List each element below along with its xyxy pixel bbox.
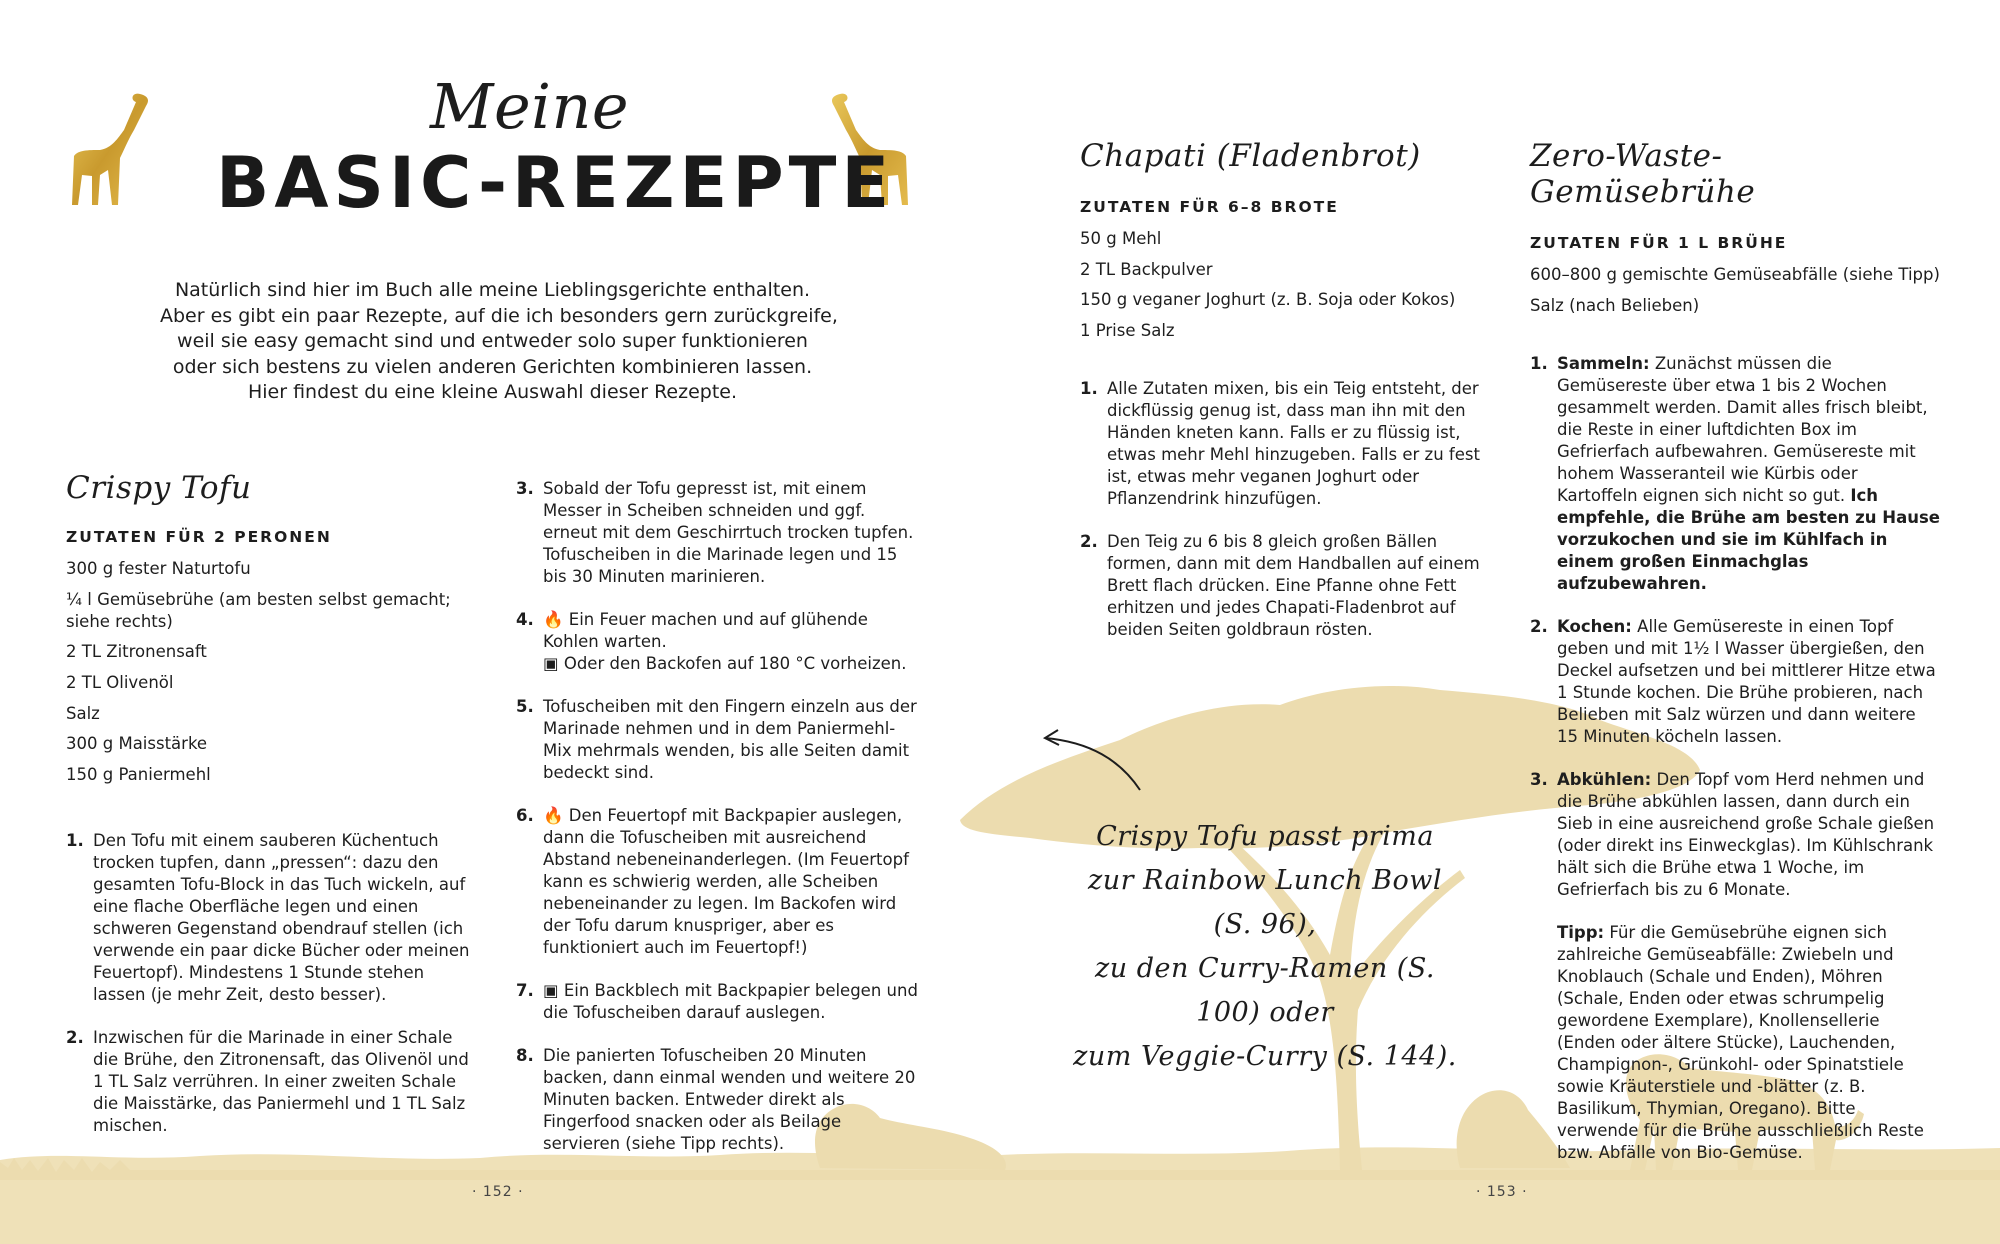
intro-line: Natürlich sind hier im Buch alle meine Lieblingsgerichte enthalten. (174, 279, 811, 301)
step-text: Ein Feuer machen und auf glühende Kohlen warten. (543, 610, 868, 651)
step-body (1557, 769, 1940, 1185)
step-number: 1. (1530, 353, 1548, 373)
oven-icon: ▣ (543, 981, 559, 1000)
intro-line: Hier findest du eine kleine Auswahl dieser Rezepte. (247, 381, 738, 403)
fire-icon: 🔥 (543, 806, 564, 825)
ingredients-list (1080, 228, 1490, 342)
ingredient: 150 g Paniermehl (66, 765, 211, 785)
step (516, 805, 921, 959)
step-text: Oder den Backofen auf 180 °C vorheizen. (563, 654, 907, 673)
step-body (543, 980, 921, 1024)
step-label: Sammeln: (1557, 353, 1650, 373)
step (516, 609, 921, 675)
tip-note-line: Crispy Tofu passt prima (1096, 821, 1434, 852)
recipe-gemuesebruehe (1530, 138, 1940, 1206)
tip-label: Tipp: (1557, 922, 1605, 942)
ingredient: 1 Prise Salz (1080, 321, 1175, 341)
step-text: Den Feuertopf mit Backpapier auslegen, dann die Tofuscheiben mit ausreichend Abstand nebeneinanderlegen. (Im Feuertopf kann es schwierig werden, alle Scheiben nebeneinander zu legen. Im Backofen wird der Tofu darum knuspriger, aber es funktioniert auch im Feuertopf!) (543, 806, 909, 957)
step-body (543, 805, 921, 959)
step-number: 4. (516, 610, 534, 629)
title-script: Meine (430, 70, 630, 143)
recipe-title: Chapati (Fladenbrot) (1080, 138, 1421, 174)
step (1080, 378, 1490, 510)
ingredients-list (1530, 264, 1940, 317)
intro-text (160, 278, 838, 406)
step-number: 1. (66, 831, 84, 851)
step (1080, 531, 1490, 641)
ingredient: 2 TL Zitronensaft (66, 642, 207, 662)
step-label: Kochen: (1557, 616, 1632, 636)
step (1530, 769, 1940, 1185)
recipe-title: Zero-Waste-Gemüsebrühe (1530, 138, 1756, 210)
step-text: Den Tofu mit einem sauberen Küchentuch trocken tupfen, dann „pressen“: dazu den gesamten Tofu-Block in das Tuch wickeln, auf eine flache Oberfläche legen und einen schweren Gegenstand obendrauf stellen (ich verwende ein paar dicke Bücher oder meinen Feuertopf). Mindestens 1 Stunde stehen lassen (je mehr Zeit, desto besser). (93, 831, 470, 1005)
steps-list (1080, 378, 1490, 641)
ingredient: 50 g Mehl (1080, 229, 1162, 248)
ingredient: 600–800 g gemischte Gemüseabfälle (siehe Tipp) (1530, 265, 1940, 284)
tip-note (1065, 815, 1465, 1079)
ingredients-heading: ZUTATEN FÜR 6–8 BROTE (1080, 198, 1339, 216)
ingredient: 300 g Maisstärke (66, 734, 208, 754)
steps-list (1530, 353, 1940, 1185)
step-body (543, 609, 921, 675)
step (1530, 353, 1940, 595)
ingredients-heading: ZUTATEN FÜR 1 L BRÜHE (1530, 234, 1788, 252)
ingredient: ¼ l Gemüsebrühe (am besten selbst gemacht; siehe rechts) (66, 589, 451, 631)
step-body (1557, 353, 1940, 595)
ingredient: 150 g veganer Joghurt (z. B. Soja oder Kokos) (1080, 290, 1456, 310)
ingredient: Salz (nach Belieben) (1530, 295, 1700, 315)
intro-line: oder sich bestens zu vielen anderen Gerichten kombinieren lassen. (172, 355, 813, 378)
tip-note-line: zu den Curry-Ramen (S. 100) oder (1095, 953, 1435, 1028)
step (516, 1045, 921, 1155)
step-text: Inzwischen für die Marinade in einer Schale die Brühe, den Zitronensaft, das Olivenöl und 1 TL Salz verrühren. In einer zweiten Schale die Maisstärke, das Paniermehl und 1 TL Salz mischen. (93, 1028, 469, 1136)
ingredients-list (66, 558, 476, 786)
step-text: Den Topf vom Herd nehmen und die Brühe abkühlen lassen, dann durch ein Sieb in eine ausreichend große Schale gießen (oder direkt ins Einweckglas). Im Kühlschrank hält sich die Brühe etwa 1 Woche, im Gefrierfach bis zu 6 Monate. (1557, 769, 1935, 899)
step-number: 3. (516, 479, 534, 498)
tip-note-line: zum Veggie-Curry (S. 144). (1073, 1041, 1457, 1072)
recipe-chapati (1080, 138, 1490, 662)
fire-icon: 🔥 (543, 610, 564, 629)
step-text: Zunächst müssen die Gemüsereste über etwa 1 bis 2 Wochen gesammelt werden. Damit alles frisch bleibt, die Reste in einer luftdichten Box im Gefrierfach aufbewahren. Gemüsereste mit hohem Wasseranteil wie Kürbis oder Kartoffeln eignen sich nicht so gut. (1557, 353, 1928, 505)
ingredient: Salz (66, 703, 100, 723)
steps-list (66, 830, 476, 1137)
step-body (1557, 616, 1940, 748)
intro-line: Aber es gibt ein paar Rezepte, auf die ich besonders gern zurückgreife, (160, 304, 838, 327)
tip-text: Für die Gemüsebrühe eignen sich zahlreiche Gemüseabfälle: Zwiebeln und Knoblauch (Schale und Enden), Möhren (Schale, Enden oder etwas schrumpelig gewordene Exemplare), Knollensellerie (Enden oder ältere Stücke), Lauchenden, Champignon-, Grünkohl- oder Spinatstiele sowie Kräuterstiele und -blätter (z. B. Basilikum, Thymian, Oregano). Bitte verwende für die Brühe ausschließlich Reste bzw. Abfälle von Bio-Gemüse. (1557, 922, 1924, 1162)
step-text: Sobald der Tofu gepresst ist, mit einem Messer in Scheiben schneiden und ggf. erneut mit dem Geschirrtuch trocken tupfen. Tofuscheiben in die Marinade legen und 15 bis 30 Minuten marinieren. (543, 479, 914, 586)
step-number: 2. (66, 1028, 84, 1048)
step-text: Alle Zutaten mixen, bis ein Teig entsteht, der dickflüssig genug ist, dass man ihn mit den Händen kneten kann. Falls er zu flüssig ist, etwas mehr Mehl hinzugeben. Falls er zu fest ist, etwas mehr veganen Joghurt oder Pflanzendrink hinzufügen. (1107, 379, 1480, 509)
step-number: 1. (1080, 379, 1098, 399)
step-number: 2. (1080, 532, 1098, 552)
step (516, 980, 921, 1024)
oven-icon: ▣ (543, 654, 559, 673)
step-number: 5. (516, 697, 534, 716)
intro-line: weil sie easy gemacht sind und entweder solo super funktionieren (177, 330, 808, 352)
step-text: Den Teig zu 6 bis 8 gleich großen Bällen formen, dann mit dem Handballen auf einem Brett flach drücken. Eine Pfanne ohne Fett erhitzen und jedes Chapati-Fladenbrot auf beiden Seiten goldbraun rösten. (1107, 532, 1480, 640)
page-title: BASIC-REZEPTE (216, 142, 895, 224)
recipe-crispy-tofu (66, 470, 476, 1158)
step-label: Abkühlen: (1557, 769, 1652, 789)
recipe-title: Crispy Tofu (66, 470, 252, 506)
step-number: 3. (1530, 769, 1548, 789)
step (516, 696, 921, 784)
giraffe-icon (72, 94, 148, 205)
step (66, 830, 476, 1006)
ingredients-heading: ZUTATEN FÜR 2 PERONEN (66, 528, 332, 546)
step-fire-line (543, 609, 921, 653)
ingredient: 300 g fester Naturtofu (66, 559, 251, 578)
step-number: 7. (516, 981, 534, 1000)
step (1530, 616, 1940, 748)
step-text: Alle Gemüsereste in einen Topf geben und mit 1½ l Wasser übergießen, den Deckel aufsetzen und bei mittlerer Hitze etwa 1 Stunde kochen. Die Brühe probieren, nach Belieben mit Salz würzen und dann weitere 15 Minuten köcheln lassen. (1557, 616, 1936, 746)
step (66, 1027, 476, 1137)
step-text: Die panierten Tofuscheiben 20 Minuten backen, dann einmal wenden und weitere 20 Minuten backen. Entweder direkt als Fingerfood snacken oder als Beilage servieren (siehe Tipp rechts). (543, 1046, 916, 1153)
page-number-left: · 152 · (472, 1184, 524, 1200)
step-number: 8. (516, 1046, 534, 1065)
step-number: 2. (1530, 616, 1548, 636)
steps-list-continued (516, 478, 921, 1176)
step-number: 6. (516, 806, 534, 825)
step-emphasis: Ich empfehle, die Brühe am besten zu Hause vorzukochen und sie im Kühlfach in einem großen Einmachglas aufzubewahren. (1557, 485, 1940, 593)
step-text: Ein Backblech mit Backpapier belegen und die Tofuscheiben darauf auslegen. (543, 981, 918, 1022)
step-oven-line (543, 653, 921, 675)
ingredient: 2 TL Backpulver (1080, 259, 1213, 279)
ingredient: 2 TL Olivenöl (66, 673, 174, 693)
step (516, 478, 921, 588)
tip-note-line: zur Rainbow Lunch Bowl (S. 96), (1087, 865, 1443, 940)
page-number-right: · 153 · (1476, 1184, 1528, 1200)
step-text: Tofuscheiben mit den Fingern einzeln aus der Marinade nehmen und in dem Paniermehl-Mix mehrmals wenden, bis alle Seiten damit bedeckt sind. (543, 697, 917, 782)
